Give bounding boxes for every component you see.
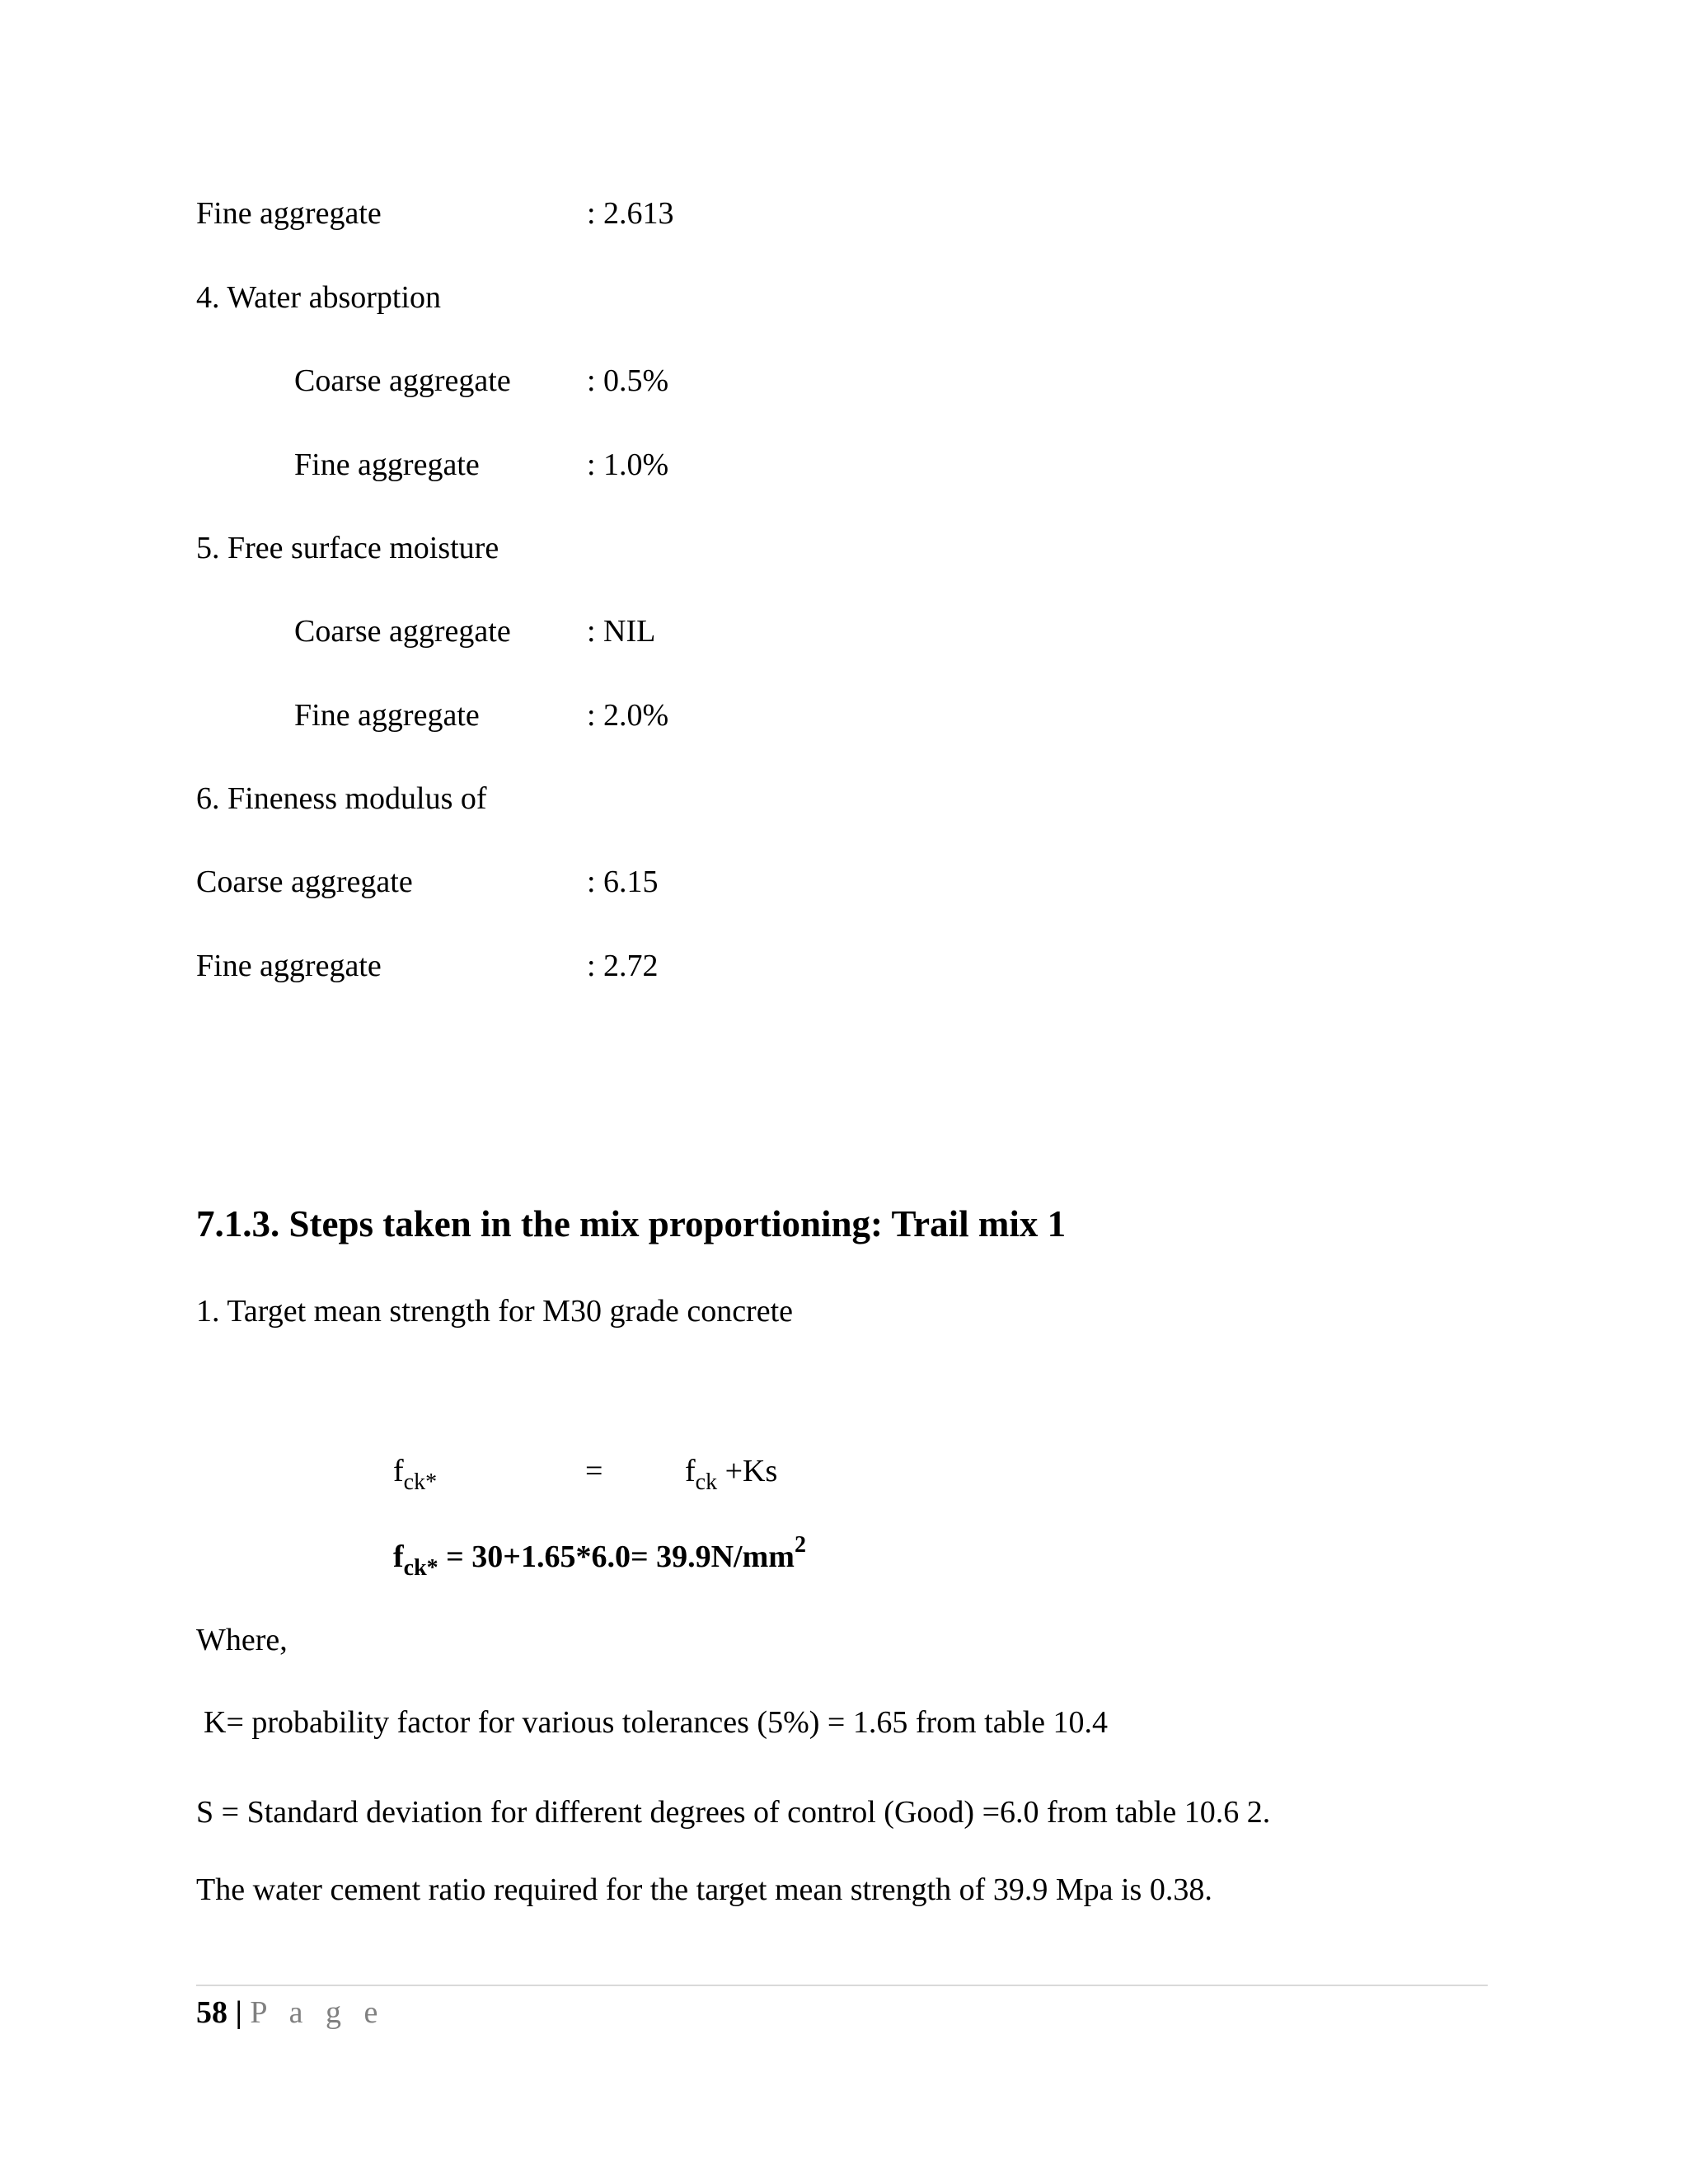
where-label: Where, <box>196 1623 288 1657</box>
item-heading-fineness-modulus: 6. Fineness modulus of <box>196 781 487 816</box>
property-label: Coarse aggregate <box>294 363 511 398</box>
property-label: Fine aggregate <box>196 196 382 231</box>
k-definition: K= probability factor for various tolerances (5%) = 1.65 from table 10.4 <box>204 1705 1109 1740</box>
property-label: Fine aggregate <box>294 698 480 733</box>
property-value: : 1.0% <box>587 448 669 482</box>
property-value: : NIL <box>587 614 656 649</box>
property-value: : 6.15 <box>587 865 659 899</box>
property-value: : 2.72 <box>587 949 659 983</box>
property-label: Coarse aggregate <box>196 865 413 899</box>
page-footer <box>196 1997 385 2028</box>
s-definition: S = Standard deviation for different degrees of control (Good) =6.0 from table 10.6 2. <box>196 1795 1271 1830</box>
property-value: : 0.5% <box>587 363 669 398</box>
property-label: Coarse aggregate <box>294 614 511 649</box>
property-value: : 2.0% <box>587 698 669 733</box>
water-cement-ratio-text: The water cement ratio required for the target mean strength of 39.9 Mpa is 0.38. <box>196 1872 1212 1907</box>
page-word: P a g e <box>250 1995 386 2030</box>
step-1-text: 1. Target mean strength for M30 grade concrete <box>196 1294 794 1329</box>
footer-separator: | <box>235 1995 242 2030</box>
section-heading: 7.1.3. Steps taken in the mix proportioning: Trail mix 1 <box>196 1203 1067 1244</box>
property-label: Fine aggregate <box>196 949 382 983</box>
formula-equals: = <box>585 1454 603 1488</box>
property-value: : 2.613 <box>587 196 674 231</box>
formula-calculation: $f_{ck*} = 30+1.65*6.0= 39.9N/mm^2$ <box>393 1532 806 1581</box>
item-heading-free-surface-moisture: 5. Free surface moisture <box>196 531 499 565</box>
formula-lhs: $f_{ck*}$ <box>393 1454 438 1495</box>
page-number: 58 <box>196 1995 227 2030</box>
footer-divider <box>196 1985 1488 1986</box>
property-label: Fine aggregate <box>294 448 480 482</box>
item-heading-water-absorption: 4. Water absorption <box>196 280 442 315</box>
formula-rhs: $f_{ck} +Ks$ <box>685 1454 778 1495</box>
